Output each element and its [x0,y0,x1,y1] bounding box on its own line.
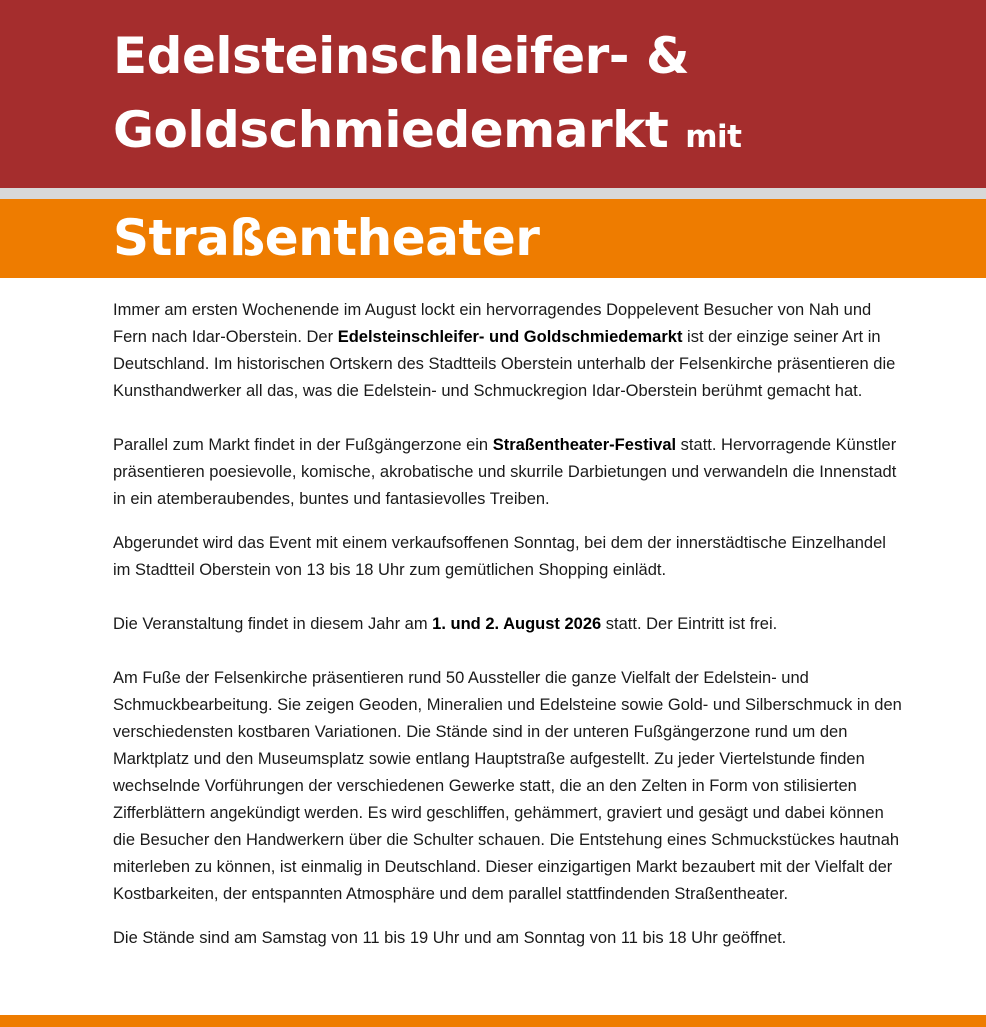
paragraph-exhibitors: Am Fuße der Felsenkirche präsentieren rund 50 Aussteller die ganze Vielfalt der Edelstein- und Schmuckbearbeitung. Sie zeigen Geoden, Mineralien und Edelsteine sowie Gold- und Silberschmuck in den verschiedensten kostbaren Variationen. Die Stände sind in der unteren Fußgängerzone rund um den Marktplatz und den Museumsplatz sowie entlang Hauptstraße aufgestellt. Zu jeder Viertelstunde finden wechselnde Vorführungen der verschiedenen Gewerke statt, die an den Zelten in Form von stilisierten Zifferblättern angekündigt werden. Es wird geschliffen, gehämmert, graviert und gesägt und dabei können die Besucher den Handwerkern über die Schulter schauen. Die Entstehung eines Schmuckstückes hautnah miterleben zu können, ist einmalig in Deutschland. Dieser einzigartigen Markt bezaubert mit der Vielfalt der Kostbarkeiten, der entspannten Atmosphäre und dem parallel stattfindenden Straßentheater. [113,669,902,903]
header-divider [0,188,986,199]
paragraph-festival [113,432,903,513]
paragraph-date-text-1: Die Veranstaltung findet in diesem Jahr am [113,615,433,633]
paragraph-opening-hours: Die Stände sind am Samstag von 11 bis 19 Uhr und am Sonntag von 11 bis 18 Uhr geöffnet. [113,929,787,947]
article-body [113,297,903,952]
paragraph-date-bold: 1. und 2. August 2026 [432,615,602,633]
paragraph-intro [113,297,903,405]
paragraph-intro-bold: Edelsteinschleifer- und Goldschmiedemarkt [337,328,683,346]
paragraph-intro-text-1: Immer am ersten Wochenende im August lockt ein hervorragendes Doppelevent Besucher von Nah und Fern nach Idar-Oberstein. Der [113,301,872,346]
paragraph-intro-text-2: ist der einzige seiner Art in Deutschland. Im historischen Ortskern des Stadtteils Oberstein unterhalb der Felsenkirche präsentieren die Kunsthandwerker all das, was die Edelstein- und Schmuckregion Idar-Oberstein berühmt gemacht hat. [113,328,896,400]
footer-bar [0,1015,986,1027]
paragraph-festival-bold: Straßentheater-Festival [492,436,677,454]
page-title-line-2-main: Goldschmiedemarkt [113,101,669,159]
paragraph-shopping: Abgerundet wird das Event mit einem verkaufsoffenen Sonntag, bei dem der innerstädtische Einzelhandel im Stadtteil Oberstein von 13 bis 18 Uhr zum gemütlichen Shopping einlädt. [113,534,886,579]
page-subtitle: Straßentheater [113,209,540,267]
paragraph-festival-text-1: Parallel zum Markt findet in der Fußgängerzone ein [113,436,493,454]
page-title-line-1: Edelsteinschleifer- & [113,27,690,85]
paragraph-date [113,611,903,638]
page-title-line-2 [113,98,742,169]
page-title-line-2-small: mit [685,119,742,155]
paragraph-date-text-2: statt. Der Eintritt ist frei. [601,615,778,633]
paragraph-festival-text-2: statt. Hervorragende Künstler präsentieren poesievolle, komische, akrobatische und skurrile Darbietungen und verwandeln die Innenstadt in ein atemberaubendes, buntes und fantasievolles Treiben. [113,436,897,508]
